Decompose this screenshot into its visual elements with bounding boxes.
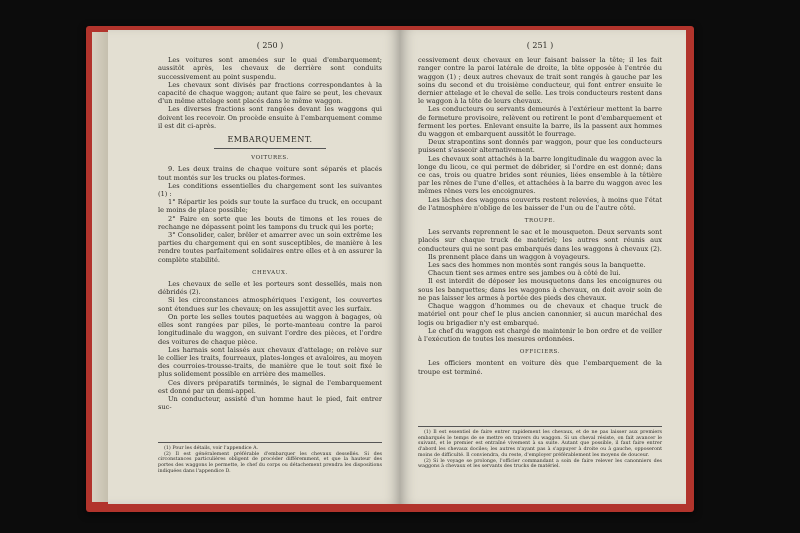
paragraph: Deux strapontins sont donnés par waggon, pour que les conducteurs puissent s'asseoir alternativement.: [418, 138, 662, 155]
subsection-heading: TROUPE.: [524, 218, 556, 225]
paragraph: 9. Les deux trains de chaque voiture sont séparés et placés tout montés sur les trucks ou plates-formes.: [158, 165, 382, 182]
divider: [214, 148, 326, 149]
page-edges: [92, 32, 108, 502]
paragraph: Les chevaux de selle et les porteurs sont dessellés, mais non débridés (2).: [158, 280, 382, 297]
paragraph: Chacun tient ses armes entre ses jambes ou à côté de lui.: [428, 269, 621, 278]
paragraph: Le chef du waggon est chargé de maintenir le bon ordre et de veiller à l'exécution de toutes les mesures ordonnées.: [418, 326, 662, 343]
left-page: [108, 30, 400, 504]
section-heading: EMBARQUEMENT.: [227, 135, 313, 145]
footnote: (2) Si le voyage se prolonge, l'officier commandant a soin de faire relever les canonniers des waggons à chevaux et les servants des trucks de matériel.: [418, 458, 662, 470]
paragraph: Un conducteur, assisté d'un homme haut le pied, fait entrer suc-: [158, 394, 382, 412]
paragraph: cessivement deux chevaux en leur faisant baisser la tête; il les fait ranger contre la paroi latérale de droite, la tête opposée à l'entrée du waggon (1) ; deux autres chevaux de trait sont rangés à gauche par les soins du second et du troisième conducteur, qui font entrer ensuite le dernier attelage et le cheval de selle. Les trois conducteurs restent dans le waggon à la tête de leurs chevaux.: [418, 56, 662, 106]
paragraph: Il est interdit de déposer les mousquetons dans les encoignures ou sous les banquettes; dans les waggons à chevaux, on doit avoir soin de ne pas laisser les armes à portée des pieds des chevaux.: [418, 277, 662, 302]
paragraph: 2° Faire en sorte que les bouts de timons et les roues de rechange ne dépassent point les tampons du truck qui les porte;: [158, 214, 382, 231]
right-page-body: [418, 42, 662, 376]
footnote: (1) Il est essentiel de faire entrer rapidement les chevaux, et de ne pas laisser aux premiers embarqués le temps de se mettre en travers du waggon. Si un cheval résiste, on fait avancer le suivant, et le premier est entraîné vivement à sa suite. Autant que possible, il faut faire entrer d'abord les chevaux dociles; les autres n'ayant pas à s'appuyer à droite ou à gauche, opposeront moins de difficulté. Il conviendra, du reste, d'employer préférablement les moyens de douceur.: [418, 430, 662, 458]
paragraph: Les conducteurs ou servants demeurés à l'extérieur mettent la barre de fermeture provisoire, relèvent ou retirent le pont d'embarquement et ferment les portes. Enlevant ensuite la barre, ils la passent aux hommes du waggon et embarquent aussitôt le fourrage.: [418, 105, 662, 139]
left-page-body: [158, 42, 382, 411]
paragraph: Les conditions essentielles du chargement sont les suivantes (1) :: [158, 181, 382, 199]
paragraph: 1° Répartir les poids sur toute la surface du truck, en occupant le moins de place possible;: [158, 198, 382, 215]
paragraph: Les sacs des hommes non montés sont rangés sous la banquette.: [428, 261, 646, 270]
paragraph: Les officiers montent en voiture dès que l'embarquement de la troupe est terminé.: [418, 359, 662, 376]
subsection-heading: CHEVAUX.: [252, 269, 288, 276]
paragraph: On porte les selles toutes paquetées au waggon à bagages, où elles sont rangées par piles, le porte-manteau contre la paroi longitudinale du waggon, en suivant l'ordre des pièces, et l'ordre des voitures de chaque pièce.: [158, 312, 382, 346]
paragraph: 3° Consolider, caler, brêler et amarrer avec un soin extrême les parties du chargement qui en sont susceptibles, de manière à les rendre toutes parfaitement solidaires entre elles et à en assurer la complète stabilité.: [158, 231, 382, 264]
page-number: ( 251 ): [526, 41, 554, 50]
subsection-heading: OFFICIERS.: [519, 349, 561, 356]
paragraph: Ces divers préparatifs terminés, le signal de l'embarquement est donné par un demi-appel.: [158, 378, 382, 395]
right-page: [400, 30, 686, 504]
paragraph: Les voitures sont amenées sur le quai d'embarquement; aussitôt après, les chevaux de derrière sont conduits successivement au point suspendu.: [158, 56, 382, 81]
page-number: ( 250 ): [256, 41, 284, 50]
subsection-heading: VOITURES.: [251, 155, 289, 162]
paragraph: Les diverses fractions sont rangées devant les waggons qui doivent les recevoir. On procède ensuite à l'embarquement comme il est dit ci-après.: [158, 105, 382, 130]
footnote: (2) Il est généralement préférable d'embarquer les chevaux dessellés. Si des circonstances particulières obligent de procéder différemment, et que la hauteur des portes des waggons le permette, le chef du corps ou détachement prendra les dispositions indiquées dans l'appendice D.: [158, 451, 382, 474]
paragraph: Les servants reprennent le sac et le mousqueton. Deux servants sont placés sur chaque truck de matériel; les autres sont réunis aux conducteurs qui ne sont pas embarqués dans les waggons à chevaux (2).: [418, 228, 662, 253]
paragraph: Si les circonstances atmosphériques l'exigent, les couvertes sont étendues sur les chevaux; on les assujettit avec les surfaix.: [158, 296, 382, 313]
footnotes: [158, 442, 382, 475]
paragraph: Chaque waggon d'hommes ou de chevaux et chaque truck de matériel ont pour chef le plus ancien canonnier, si aucun maréchal des logis ou brigadier n'y est embarqué.: [418, 302, 662, 327]
paragraph: Les harnais sont laissés aux chevaux d'attelage; on relève sur le collier les traits, fourreaux, plates-longes et avaloires, au moyen des courroies-trousse-traits, de manière que le tout soit fixé le plus solidement possible en arrière des mamelles.: [158, 345, 382, 379]
paragraph: Ils prennent place dans un waggon à voyageurs.: [428, 252, 590, 261]
footnote: (1) Pour les détails, voir l'appendice A.: [164, 446, 259, 451]
paragraph: Les lâches des waggons couverts restent relevées, à moins que l'état de l'atmosphère n'oblige de les baisser de l'un ou de l'autre côté.: [418, 195, 662, 212]
paragraph: Les chevaux sont attachés à la barre longitudinale du waggon avec la longe du licou, ce qui permet de débrider, si l'ordre en est donné; dans ce cas, trois ou quatre brides sont réunies, liées ensemble à la têtière par les rênes de l'une d'elles, et attachées à la barre du waggon avec les mêmes rênes vers les encoignures.: [418, 154, 662, 196]
paragraph: Les chevaux sont divisés par fractions correspondantes à la capacité de chaque waggon; autant que faire se peut, les chevaux d'un même attelage sont placés dans le même waggon.: [158, 80, 382, 106]
footnotes: [418, 426, 662, 470]
